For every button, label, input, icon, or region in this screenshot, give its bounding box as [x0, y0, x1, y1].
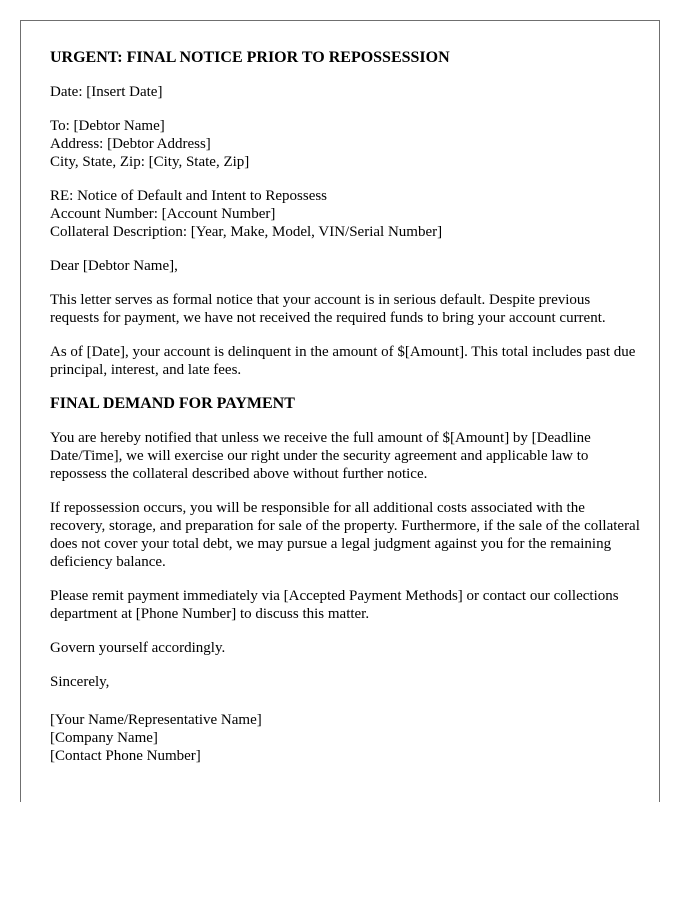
paragraph-notice: You are hereby notified that unless we receive the full amount of $[Amount] by [Deadline Date/Time], we will exercise our right under the security agreement and applicable law to repossess the collateral described above without further notice. [50, 430, 591, 482]
paragraph-costs: If repossession occurs, you will be responsible for all additional costs associated with the recovery, storage, and preparation for sale of the property. Furthermore, if the sale of the collateral does not cover your total debt, we may pursue a legal judgment against you for the remaining deficiency balance. [50, 500, 640, 570]
signature-name: [Your Name/Representative Name] [50, 712, 262, 728]
paragraph-delinquent: As of [Date], your account is delinquent in the amount of $[Amount]. This total includes past due principal, interest, and late fees. [50, 344, 636, 378]
signature-company: [Company Name] [50, 730, 158, 746]
recipient-name: To: [Debtor Name] [50, 118, 165, 134]
letter-page [20, 20, 660, 802]
reference-block [50, 187, 640, 241]
letter-body [50, 49, 640, 781]
date-line: Date: [Insert Date] [50, 84, 163, 100]
reference-account: Account Number: [Account Number] [50, 206, 276, 222]
salutation: Dear [Debtor Name], [50, 258, 178, 274]
recipient-city: City, State, Zip: [City, State, Zip] [50, 154, 250, 170]
reference-collateral: Collateral Description: [Year, Make, Model, VIN/Serial Number] [50, 224, 443, 240]
reference-subject: RE: Notice of Default and Intent to Repossess [50, 188, 328, 204]
recipient-block [50, 117, 640, 171]
demand-heading: FINAL DEMAND FOR PAYMENT [50, 395, 295, 412]
letter-title: URGENT: FINAL NOTICE PRIOR TO REPOSSESSION [50, 49, 450, 66]
closing: Sincerely, [50, 674, 110, 690]
paragraph-default: This letter serves as formal notice that your account is in serious default. Despite previous requests for payment, we have not received the required funds to bring your account current. [50, 292, 606, 326]
paragraph-govern: Govern yourself accordingly. [50, 640, 226, 656]
recipient-address: Address: [Debtor Address] [50, 136, 211, 152]
signature-phone: [Contact Phone Number] [50, 748, 201, 764]
signature-block [50, 711, 640, 765]
paragraph-remit: Please remit payment immediately via [Accepted Payment Methods] or contact our collections department at [Phone Number] to discuss this matter. [50, 588, 619, 622]
